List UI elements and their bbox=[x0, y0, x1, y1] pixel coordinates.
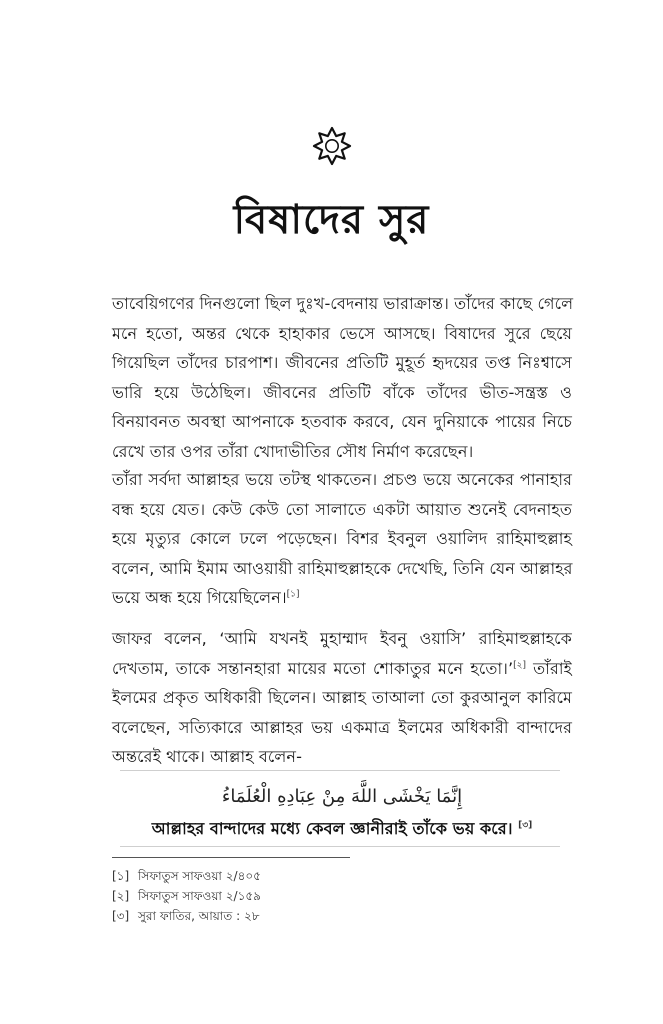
quran-verse-translation bbox=[112, 814, 572, 844]
footnote-number: [২] bbox=[112, 889, 130, 903]
paragraph-line: বন্ধ হয়ে যেত। কেউ কেউ তো সালাতে একটা আয়াত শুনেই বেদনাহত bbox=[112, 499, 572, 519]
paragraph-line: হয়ে মৃত্যুর কোলে ঢলে পড়েছেন। বিশর ইবনুল ওয়ালিদ রাহিমাহুল্লাহ bbox=[112, 529, 572, 549]
paragraph-line: বলেছেন, সত্যিকারে আল্লাহর ভয় একমাত্র ইলমের অধিকারী বান্দাদের bbox=[112, 717, 572, 737]
footnote-number: [৩] bbox=[112, 909, 130, 923]
paragraph-line: জাফর বলেন, ‘আমি যখনই মুহাম্মাদ ইবনু ওয়াসি’ রাহিমাহুল্লাহকে bbox=[112, 629, 572, 648]
footnote-item bbox=[112, 906, 512, 926]
paragraph-line bbox=[112, 583, 572, 613]
footnote-item bbox=[112, 866, 512, 886]
footnote-number: [১] bbox=[112, 869, 130, 883]
paragraph-text: তাঁরাই bbox=[525, 658, 572, 678]
paragraph-line: ভারি হয়ে উঠেছিল। জীবনের প্রতিটি বাঁকে তাঁদের ভীত-সন্ত্রস্ত ও bbox=[112, 382, 572, 402]
paragraph-line: মনে হতো, অন্তর থেকে হাহাকার ভেসে আসছে। বিষাদের সুরে ছেয়ে bbox=[112, 323, 572, 343]
footnote-item bbox=[112, 886, 512, 906]
paragraph-line: তাঁরা সর্বদা আল্লাহর ভয়ে তটস্থ থাকতেন। প্রচণ্ড ভয়ে অনেকের পানাহার bbox=[112, 470, 572, 489]
footnotes bbox=[112, 866, 512, 926]
paragraph-line: বলেন, আমি ইমাম আওয়ায়ী রাহিমাহুল্লাহকে দেখেছি, তিনি যেন আল্লাহর bbox=[112, 558, 573, 578]
paragraph-line: গিয়েছিল তাঁদের চারপাশ। জীবনের প্রতিটি মুহূর্ত হৃদয়ের তপ্ত নিঃশ্বাসে bbox=[112, 353, 572, 373]
paragraph-text: দেখতাম, তাকে সন্তানহারা মায়ের মতো শোকাতুর মনে হতো।’ bbox=[112, 658, 514, 678]
footnote-ref-1[interactable]: [১] bbox=[286, 589, 300, 600]
flower-ornament-icon bbox=[310, 124, 354, 168]
translation-text: আল্লাহর বান্দাদের মধ্যে কেবল জ্ঞানীরাই তাঁকে ভয় করে। bbox=[151, 819, 513, 838]
paragraph-line: ইলমের প্রকৃত অধিকারী ছিলেন। আল্লাহ তাআলা তো কুরআনুল কারিমে bbox=[112, 688, 572, 708]
paragraph-line bbox=[112, 654, 572, 684]
paragraph-line: অন্তরেই থাকে। আল্লাহ বলেন- bbox=[112, 747, 302, 767]
footnote-text: সিফাতুস সাফওয়া ২/৪০৫ bbox=[138, 869, 261, 883]
footnote-separator bbox=[112, 857, 350, 858]
quran-verse-arabic: إِنَّمَا يَخْشَى اللَّهَ مِنْ عِبَادِهِ الْعُلَمَاءُ bbox=[221, 786, 463, 807]
paragraph-line: তাবেয়িগণের দিনগুলো ছিল দুঃখ-বেদনায় ভারাক্রান্ত। তাঁদের কাছে গেলে bbox=[112, 294, 574, 313]
paragraph-line: রেখে তার ওপর তাঁরা খোদাভীতির সৌধ নির্মাণ করেছেন। bbox=[112, 441, 474, 461]
footnote-ref-3[interactable]: [৩] bbox=[518, 820, 533, 831]
footnote-text: সিফাতুস সাফওয়া ২/১৫৯ bbox=[138, 889, 261, 903]
quote-divider-bottom bbox=[120, 846, 560, 847]
paragraph-2 bbox=[112, 465, 572, 613]
chapter-title: বিষাদের সুর bbox=[233, 197, 430, 243]
quote-divider-top bbox=[120, 770, 560, 771]
paragraph-text: ভয়ে অন্ধ হয়ে গিয়েছিলেন। bbox=[112, 588, 287, 608]
paragraph-line: বিনয়াবনত অবস্থা আপনাকে হতবাক করবে, যেন দুনিয়াকে পায়ের নিচে bbox=[112, 412, 572, 432]
paragraph-3 bbox=[112, 624, 572, 772]
paragraph-1 bbox=[112, 289, 572, 467]
footnote-ref-2[interactable]: [২] bbox=[513, 660, 526, 671]
footnote-text: সুরা ফাতির, আয়াত : ২৮ bbox=[138, 909, 260, 923]
